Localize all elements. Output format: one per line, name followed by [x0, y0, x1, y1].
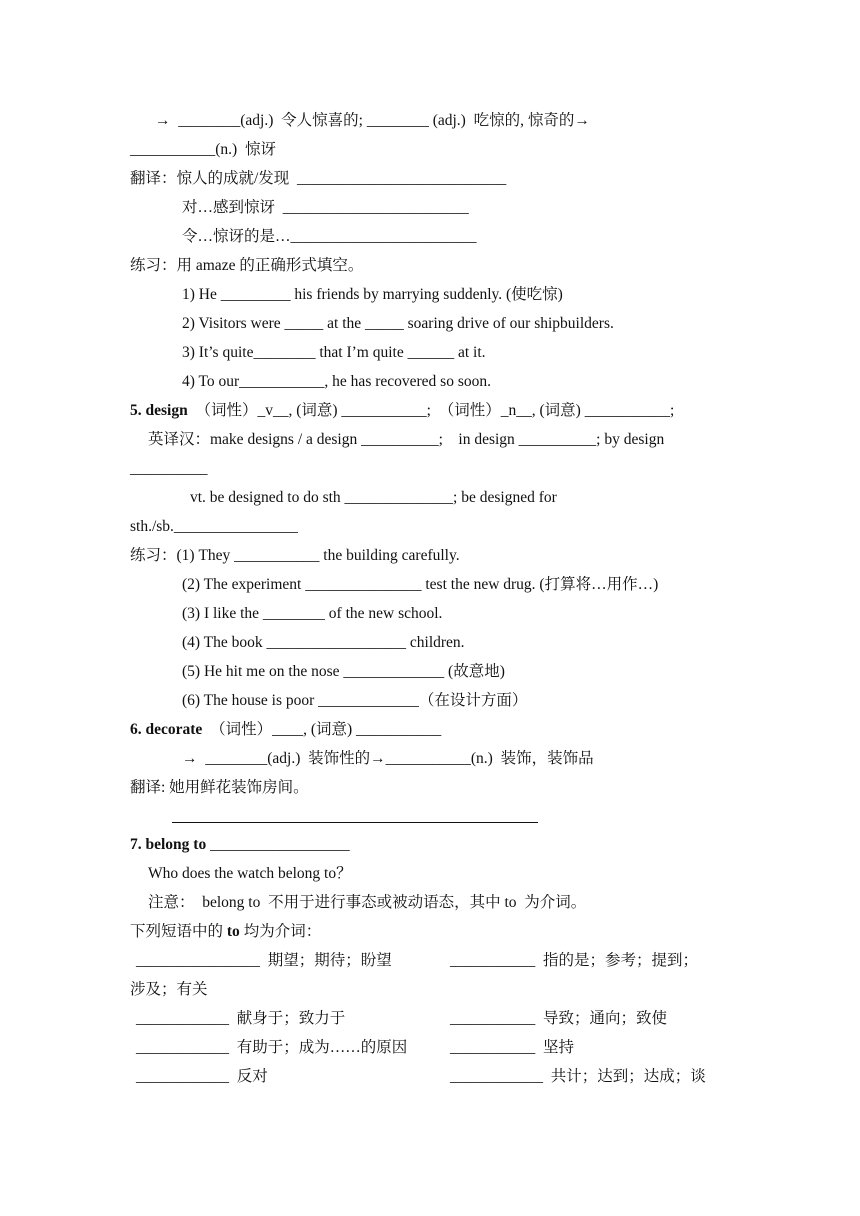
- translation-answer-line: [172, 822, 538, 823]
- design-passive-cont: sth./sb.________________: [130, 518, 298, 535]
- phrase-row-2-right: ___________ 导致；通向；致使: [450, 1010, 668, 1027]
- design-meaning-label-2: __, (词意) ___________;: [516, 402, 675, 419]
- belong-to-blank: __________________: [206, 836, 350, 853]
- belong-to-entry-line: [130, 835, 350, 855]
- translation-line-2: 对…感到惊讶 ________________________: [182, 199, 469, 216]
- phrase-row-1-cont: 涉及；有关: [130, 981, 208, 998]
- design-heading: 5. design: [130, 402, 188, 419]
- intro-text-a: 下列短语中的: [130, 923, 227, 940]
- design-phrases-blank: __________: [130, 460, 208, 477]
- decorate-entry-line: [130, 720, 441, 740]
- amaze-noun-line: ___________(n.) 惊讶: [130, 141, 276, 158]
- design-pos-n: n: [508, 402, 517, 419]
- design-exercise-4: (4) The book __________________ children.: [182, 634, 465, 651]
- translation-line-3: 令…惊讶的是…________________________: [182, 228, 477, 245]
- phrase-row-1-left: ________________ 期望；期待；盼望: [136, 952, 392, 969]
- design-exercise-1: 练习：(1) They ___________ the building carefully.: [130, 547, 460, 564]
- amaze-exercise-1: 1) He _________ his friends by marrying suddenly. (使吃惊): [182, 286, 563, 303]
- design-exercise-5: (5) He hit me on the nose _____________ (故意地): [182, 663, 505, 680]
- design-meaning-label: __, (词意) ___________; （词性）_: [272, 402, 509, 419]
- preposition-to-intro: [130, 922, 321, 942]
- design-pos-label: （词性）_: [187, 402, 266, 419]
- belong-to-example: Who does the watch belong to？: [148, 865, 352, 882]
- design-exercise-3: (3) I like the ________ of the new school.: [182, 605, 443, 622]
- intro-text-c: 均为介词：: [239, 923, 322, 940]
- decorate-heading: 6. decorate: [130, 721, 203, 738]
- design-passive-line: vt. be designed to do sth ______________; be designed for: [190, 489, 557, 506]
- phrase-row-1-right: ___________ 指的是；参考；提到；: [450, 952, 699, 969]
- translation-line-1: 翻译：惊人的成就/发现 ___________________________: [130, 170, 507, 187]
- design-exercise-2: (2) The experiment _______________ test the new drug. (打算将…用作…): [182, 576, 659, 593]
- phrase-row-4-right: ____________ 共计；达到；达成；谈: [450, 1068, 706, 1085]
- design-pos-v: v: [265, 402, 273, 419]
- design-phrases-line: 英译汉：make designs / a design __________; in design __________; by design: [148, 431, 665, 448]
- amaze-exercise-4: 4) To our___________, he has recovered so soon.: [182, 373, 492, 390]
- design-exercise-6: (6) The house is poor _____________（在设计方面）: [182, 692, 528, 709]
- amaze-derivation-line: → ________(adj.) 令人惊喜的; ________ (adj.) 吃惊的, 惊奇的→: [155, 112, 590, 129]
- decorate-derivation-line: → ________(adj.) 装饰性的→___________(n.) 装饰，装饰品: [182, 750, 594, 767]
- belong-to-note: 注意： belong to 不用于进行事态或被动语态，其中 to 为介词。: [148, 894, 587, 911]
- phrase-row-2-left: ____________ 献身于；致力于: [136, 1010, 346, 1027]
- phrase-row-3-right: ___________ 坚持: [450, 1039, 575, 1056]
- intro-text-to: to: [226, 923, 240, 940]
- phrase-row-4-left: ____________ 反对: [136, 1068, 268, 1085]
- exercise-heading-amaze: 练习：用 amaze 的正确形式填空。: [130, 257, 364, 274]
- belong-to-heading: 7. belong to: [130, 836, 207, 853]
- design-entry-line: [130, 401, 674, 421]
- phrase-row-3-left: ____________ 有助于；成为……的原因: [136, 1039, 408, 1056]
- decorate-pos-meaning: （词性）____, (词意) ___________: [202, 721, 442, 738]
- decorate-translation: 翻译: 她用鲜花装饰房间。: [130, 779, 309, 796]
- amaze-exercise-2: 2) Visitors were _____ at the _____ soaring drive of our shipbuilders.: [182, 315, 614, 332]
- amaze-exercise-3: 3) It’s quite________ that I’m quite ______ at it.: [182, 344, 486, 361]
